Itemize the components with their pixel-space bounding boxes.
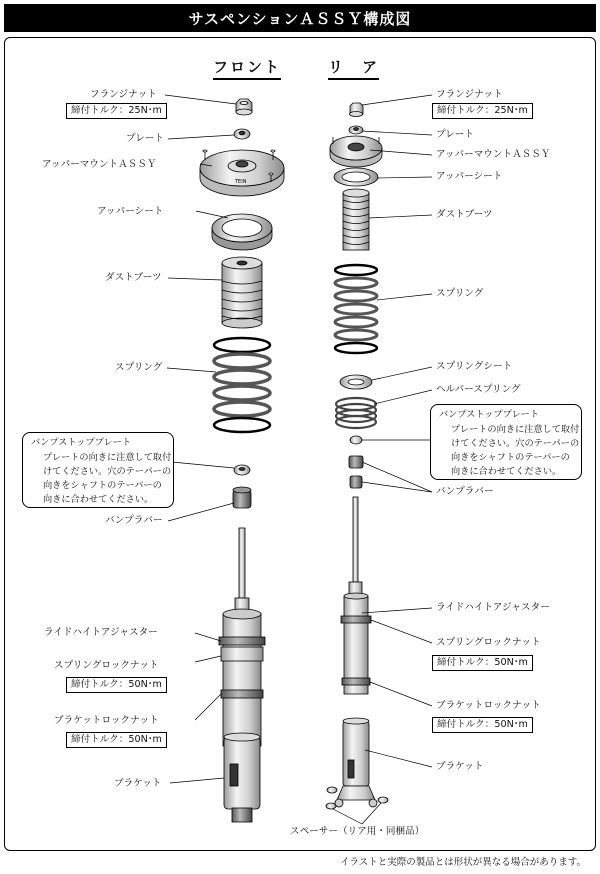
rear-spring-seat [340, 375, 372, 389]
rear-label-ride-height-adjuster: ライドハイトアジャスター [436, 602, 550, 613]
front-label-plate: プレート [126, 133, 164, 144]
front-spring [214, 338, 270, 432]
front-heading: フロント [213, 56, 281, 80]
front-label-ride-height-adjuster: ライドハイトアジャスター [44, 627, 158, 638]
rear-bump-stop-plate [350, 436, 362, 444]
front-torque-spring-lock-nut: 締付トルク：50N･m [66, 677, 167, 693]
front-label-bump-rubber: バンプラバー [105, 515, 163, 526]
rear-bump-stop-note-body: プレートの向きに注意して取付 けてください。穴のテーパーの 向きをシャフトのテーパーの 向きに合わせてください。 [451, 424, 580, 477]
rear-label-dust-boot: ダストブーツ [436, 209, 493, 220]
rear-label-bracket-lock-nut: ブラケットロックナット [436, 700, 541, 711]
rear-upper-mount [330, 136, 382, 167]
rear-helper-spring [336, 398, 376, 428]
rear-label-flange-nut: フランジナット [436, 89, 503, 100]
rear-label-plate: プレート [436, 129, 474, 140]
rear-torque-bracket-lock-nut: 締付トルク：50N･m [432, 717, 533, 733]
rear-label-helper-spring: ヘルパースプリング [436, 384, 521, 395]
front-label-spring: スプリング [115, 362, 163, 373]
front-label-spring-lock-nut: スプリングロックナット [54, 660, 159, 671]
front-label-bracket: ブラケット [114, 778, 162, 789]
rear-label-spring-seat: スプリングシート [436, 361, 513, 372]
front-dust-boot [222, 257, 262, 328]
rear-label-spring: スプリング [436, 288, 484, 299]
rear-upper-seat [334, 168, 378, 186]
rear-label-bump-rubber: バンプラバー [436, 486, 494, 497]
rear-label-bracket: ブラケット [436, 761, 484, 772]
front-label-bracket-lock-nut: ブラケットロックナット [54, 715, 159, 726]
front-upper-mount [200, 150, 284, 196]
rear-dust-boot [343, 189, 369, 250]
front-shock-body [219, 528, 265, 746]
rear-label-spacer: スペーサー（リア用・同梱品） [290, 826, 425, 837]
front-bump-rubber [233, 487, 251, 508]
page-title: サスペンションＡＳＳＹ構成図 [4, 4, 596, 32]
front-plate [234, 129, 250, 139]
rear-torque-spring-lock-nut: 締付トルク：50N･m [432, 655, 533, 671]
front-bump-stop-note-title: バンプストッププレート [31, 437, 132, 448]
rear-heading: リ ア [328, 56, 379, 80]
rear-bump-stop-note-title: バンプストッププレート [439, 409, 540, 420]
rear-label-spring-lock-nut: スプリングロックナット [436, 637, 541, 648]
rear-flange-nut [350, 103, 364, 117]
rear-torque-flange-nut: 締付トルク：25N･m [432, 103, 533, 119]
front-bump-stop-note-body: プレートの向きに注意して取付 けてください。穴のテーパーの 向きをシャフトのテーパーの 向きに合わせてください。 [43, 452, 172, 505]
front-label-dust-boot: ダストブーツ [105, 272, 162, 283]
rear-bump-rubber [349, 456, 363, 488]
front-bracket [224, 733, 260, 822]
rear-label-upper-mount: アッパーマウントＡＳＳＹ [436, 149, 551, 160]
rear-bracket [335, 718, 377, 807]
front-torque-flange-nut: 締付トルク：25N･m [66, 103, 167, 119]
disclaimer-footer: イラストと実際の製品とは形状が異なる場合があります。 [340, 857, 586, 868]
front-torque-bracket-lock-nut: 締付トルク：50N･m [66, 732, 167, 748]
front-label-upper-mount: アッパーマウントＡＳＳＹ [42, 159, 157, 170]
leader-lines [165, 95, 432, 824]
front-bump-stop-note [22, 432, 174, 508]
front-bump-stop-plate [234, 465, 250, 475]
upper-mount-logo: TEIN [235, 179, 247, 185]
rear-bump-stop-note [430, 404, 582, 480]
front-flange-nut [236, 99, 252, 115]
rear-shock-body [341, 497, 371, 694]
front-label-flange-nut: フランジナット [90, 89, 157, 100]
rear-spring [335, 265, 377, 353]
rear-plate [349, 126, 363, 134]
front-label-upper-seat: アッパーシート [97, 206, 164, 217]
rear-label-upper-seat: アッパーシート [436, 171, 503, 182]
front-upper-seat [212, 214, 272, 250]
